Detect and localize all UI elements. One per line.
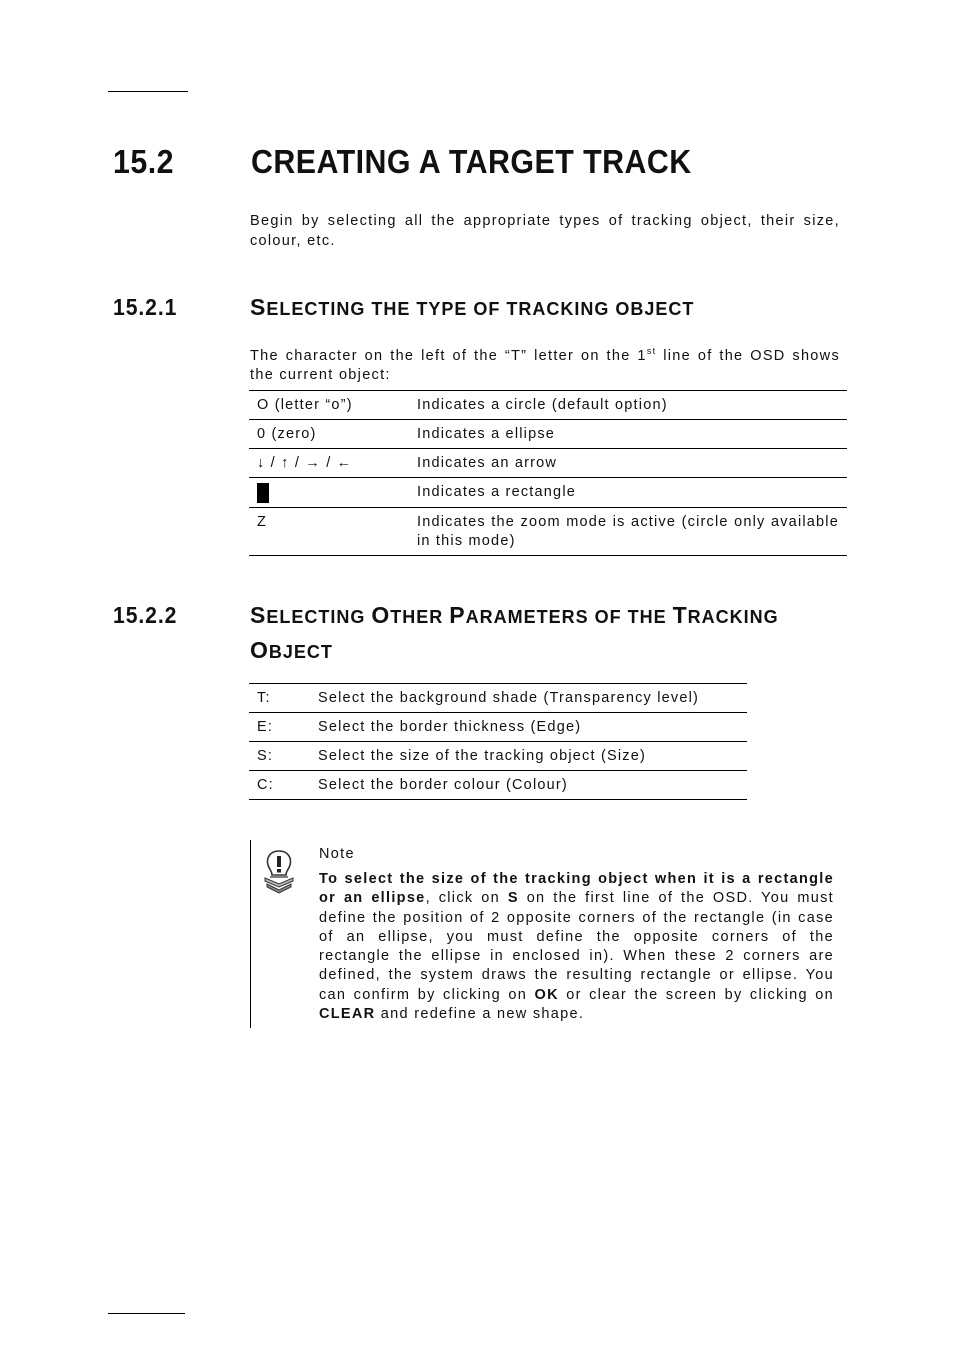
object-char: Z xyxy=(257,514,268,530)
object-desc: Indicates a ellipse xyxy=(417,426,556,442)
table-row xyxy=(249,684,747,713)
object-char: ↓ / ↑ / → / ← xyxy=(257,455,353,471)
object-desc: Indicates a rectangle xyxy=(417,484,577,500)
header-rule xyxy=(108,91,188,92)
object-char xyxy=(249,478,409,508)
note-body: To select the size of the tracking object when it is a rectangle or an ellipse, click on S on the first line of the OSD. You must define the position of 2 opposite corners of the rectangle (in case of an ellipse, you must define the opposite corners of the rectangle the ellipse in enclosed in). When these 2 corners are defined, the system draws the resulting rectangle or ellipse. You can confirm by clicking on OK or clear the screen by clicking on CLEAR and redefine a new shape. xyxy=(319,871,835,1023)
param-desc: Select the border thickness (Edge) xyxy=(318,719,582,735)
note-title: Note xyxy=(319,846,355,862)
table-row xyxy=(249,449,847,478)
note-box xyxy=(250,840,841,1028)
table-row xyxy=(249,391,847,420)
object-desc: Indicates the zoom mode is active (circle only available in this mode) xyxy=(417,514,839,549)
footer-rule xyxy=(108,1313,185,1314)
section-heading xyxy=(113,143,692,181)
param-key: C: xyxy=(257,777,274,793)
param-key: S: xyxy=(257,748,274,764)
note-exclamation-icon xyxy=(262,848,296,894)
subsection-number-1: 15.2.1 xyxy=(113,294,178,320)
section-intro: Begin by selecting all the appropriate types of tracking object, their size, colour, etc. xyxy=(250,213,840,249)
table-row xyxy=(249,420,847,449)
object-desc: Indicates a circle (default option) xyxy=(417,397,668,413)
rectangle-block-icon xyxy=(257,483,269,503)
object-char: O (letter “o”) xyxy=(257,397,353,413)
table-row xyxy=(249,713,747,742)
table-row xyxy=(249,508,847,556)
subsection-number-2: 15.2.2 xyxy=(113,602,178,628)
subsection-title-2: SELECTING OTHER PARAMETERS OF THE TRACKING OBJECT xyxy=(250,602,779,663)
tracking-object-table xyxy=(249,390,847,556)
table-row xyxy=(249,742,747,771)
subsection-title-1: SELECTING THE TYPE OF TRACKING OBJECT xyxy=(250,294,695,320)
param-desc: Select the size of the tracking object (Size) xyxy=(318,748,647,764)
parameters-table xyxy=(249,683,747,800)
table-row xyxy=(249,771,747,800)
param-desc: Select the background shade (Transparency level) xyxy=(318,690,700,706)
section-title: CREATING A TARGET TRACK xyxy=(251,143,692,180)
param-key: T: xyxy=(257,690,271,706)
param-desc: Select the border colour (Colour) xyxy=(318,777,568,793)
param-key: E: xyxy=(257,719,274,735)
subsection-intro-1: The character on the left of the “T” letter on the 1st line of the OSD shows the current object: xyxy=(250,346,840,384)
section-number: 15.2 xyxy=(113,143,174,180)
table-row xyxy=(249,478,847,508)
object-char: 0 (zero) xyxy=(257,426,317,442)
object-desc: Indicates an arrow xyxy=(417,455,558,471)
